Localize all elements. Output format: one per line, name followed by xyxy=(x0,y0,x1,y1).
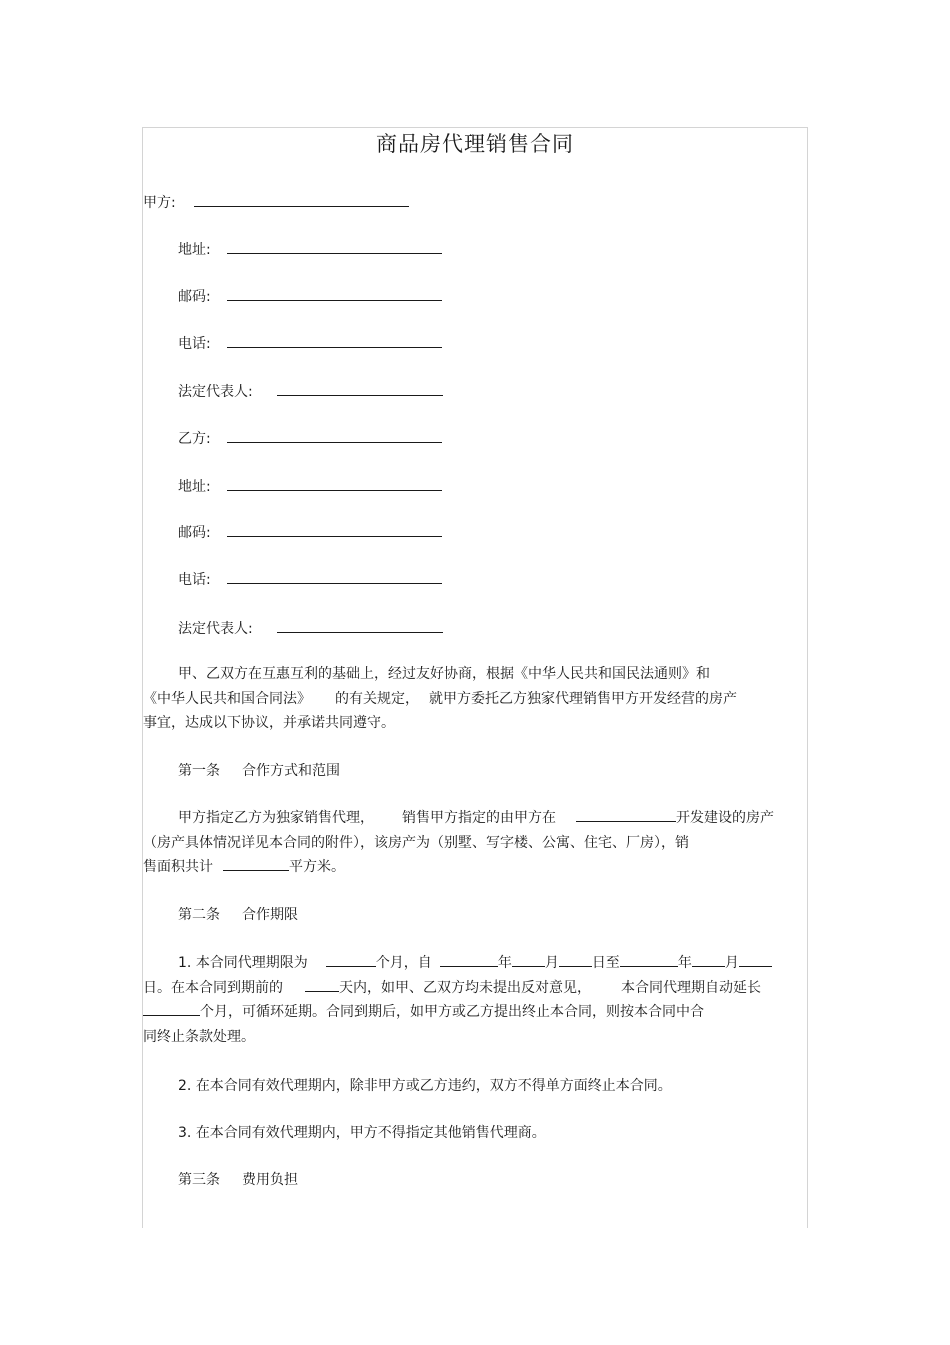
article-1-area-label: 售面积共计 xyxy=(143,859,213,875)
start-year-blank[interactable] xyxy=(440,953,498,967)
party-a-address-label: 地址: xyxy=(178,242,211,258)
party-a-postcode-blank[interactable] xyxy=(227,286,442,301)
item-1-termination-clause: 同终止条款处理。 xyxy=(143,1028,255,1045)
item-2-text: 在本合同有效代理期内，除非甲方或乙方违约，双方不得单方面终止本合同。 xyxy=(195,1078,672,1094)
party-b-postcode-blank[interactable] xyxy=(227,522,442,537)
party-b-name-blank[interactable] xyxy=(227,428,442,443)
end-year-blank[interactable] xyxy=(620,953,678,967)
preamble-line-1 xyxy=(143,662,737,687)
article-2-item-1-line-2 xyxy=(143,976,772,1001)
item-1-start-day-to: 日至 xyxy=(591,955,620,971)
article-1-designated-by: 销售甲方指定的由甲方在 xyxy=(402,810,556,826)
party-a-legal-rep-blank[interactable] xyxy=(277,381,443,396)
preamble-commission: 就甲方委托乙方独家代理销售甲方开发经营的房产 xyxy=(429,690,737,707)
article-1-number: 第一条 xyxy=(178,763,220,779)
end-day-blank[interactable] xyxy=(739,953,772,967)
article-1-title: 合作方式和范围 xyxy=(242,763,340,779)
preamble-law-name: 《中华人民共和国合同法》 xyxy=(143,690,311,707)
item-3-number: 3. xyxy=(178,1125,192,1141)
item-1-cyclic-extension: 个月，可循环延期。合同到期后，如甲方或乙方提出终止本合同，则按本合同中合 xyxy=(200,1004,704,1020)
developer-location-blank[interactable] xyxy=(576,808,676,822)
party-b-row xyxy=(178,428,442,449)
article-2-item-1-line-4 xyxy=(143,1025,772,1050)
article-2-item-1-line-1 xyxy=(143,951,772,976)
party-b-phone-row xyxy=(178,569,442,590)
article-2-title: 合作期限 xyxy=(242,907,298,923)
item-1-start-month-unit: 月 xyxy=(544,955,559,971)
article-1-heading xyxy=(178,761,340,781)
article-1-line-1 xyxy=(143,806,774,831)
party-a-legal-rep-label: 法定代表人: xyxy=(178,384,253,400)
party-a-postcode-label: 邮码: xyxy=(178,289,211,305)
item-1-number: 1. xyxy=(178,955,192,971)
party-a-address-blank[interactable] xyxy=(227,239,442,254)
party-b-address-label: 地址: xyxy=(178,479,211,495)
party-b-legal-rep-blank[interactable] xyxy=(277,618,443,633)
article-3-title: 费用负担 xyxy=(242,1172,298,1188)
party-b-phone-blank[interactable] xyxy=(227,569,442,584)
party-a-legal-rep-row xyxy=(178,381,443,402)
article-1-exclusive-agent: 甲方指定乙方为独家销售代理， xyxy=(178,810,374,826)
item-1-start-year-unit: 年 xyxy=(497,955,512,971)
party-a-label: 甲方: xyxy=(143,195,176,211)
article-2-item-1-line-3 xyxy=(143,1000,772,1025)
article-2-item-3 xyxy=(178,1123,546,1143)
preamble-paragraph xyxy=(143,662,737,736)
article-1-paragraph xyxy=(143,806,774,880)
preamble-provision: 的有关规定， xyxy=(335,690,419,707)
item-1-before-expiry: 日。在本合同到期前的 xyxy=(143,979,283,996)
objection-days-blank[interactable] xyxy=(305,978,339,992)
party-b-address-blank[interactable] xyxy=(227,476,442,491)
party-a-phone-row xyxy=(178,333,442,354)
item-2-number: 2. xyxy=(178,1078,192,1094)
preamble-line-3-text: 事宜，达成以下协议，并承诺共同遵守。 xyxy=(143,715,395,731)
party-b-legal-rep-label: 法定代表人: xyxy=(178,621,253,637)
article-1-property: 开发建设的房产 xyxy=(676,810,774,826)
preamble-line-3 xyxy=(143,711,737,736)
term-months-blank[interactable] xyxy=(326,953,376,967)
item-1-months-from: 个月，自 xyxy=(375,955,432,971)
preamble-line-2 xyxy=(143,687,737,712)
party-a-row xyxy=(143,192,409,213)
item-3-text: 在本合同有效代理期内，甲方不得指定其他销售代理商。 xyxy=(195,1125,546,1141)
sales-area-blank[interactable] xyxy=(223,857,289,871)
party-a-postcode-row xyxy=(178,286,442,307)
party-b-label: 乙方: xyxy=(178,431,211,447)
party-b-postcode-label: 邮码: xyxy=(178,525,211,541)
item-1-auto-extend: 本合同代理期自动延长 xyxy=(621,979,761,996)
article-1-property-types: （房产具体情况详见本合同的附件），该房产为（别墅、写字楼、公寓、住宅、厂房），销 xyxy=(143,834,689,851)
party-b-address-row xyxy=(178,476,442,497)
item-1-no-objection: 天内，如甲、乙双方均未提出反对意见， xyxy=(339,979,591,996)
article-2-item-2 xyxy=(178,1076,672,1096)
start-day-blank[interactable] xyxy=(559,953,592,967)
party-a-phone-blank[interactable] xyxy=(227,333,442,348)
preamble-line-1-text: 甲、乙双方在互惠互利的基础上，经过友好协商，根据《中华人民共和国民法通则》和 xyxy=(178,666,710,682)
item-1-term-label: 本合同代理期限为 xyxy=(195,955,308,971)
article-1-line-3 xyxy=(143,855,774,880)
start-month-blank[interactable] xyxy=(512,953,545,967)
article-3-heading xyxy=(178,1170,298,1190)
article-2-item-1 xyxy=(143,951,772,1049)
party-b-legal-rep-row xyxy=(178,618,443,639)
contract-title: 商品房代理销售合同 xyxy=(376,132,574,156)
item-1-end-year-unit: 年 xyxy=(677,955,692,971)
party-a-phone-label: 电话: xyxy=(178,336,211,352)
extension-months-blank[interactable] xyxy=(143,1002,200,1016)
article-1-area-unit: 平方米。 xyxy=(289,859,345,875)
article-3-number: 第三条 xyxy=(178,1172,220,1188)
end-month-blank[interactable] xyxy=(692,953,725,967)
article-2-number: 第二条 xyxy=(178,907,220,923)
article-2-heading xyxy=(178,905,298,925)
party-b-phone-label: 电话: xyxy=(178,572,211,588)
item-1-end-month-unit: 月 xyxy=(724,955,739,971)
party-b-postcode-row xyxy=(178,522,442,543)
party-a-name-blank[interactable] xyxy=(194,192,409,207)
party-a-address-row xyxy=(178,239,442,260)
article-1-line-2 xyxy=(143,831,774,856)
